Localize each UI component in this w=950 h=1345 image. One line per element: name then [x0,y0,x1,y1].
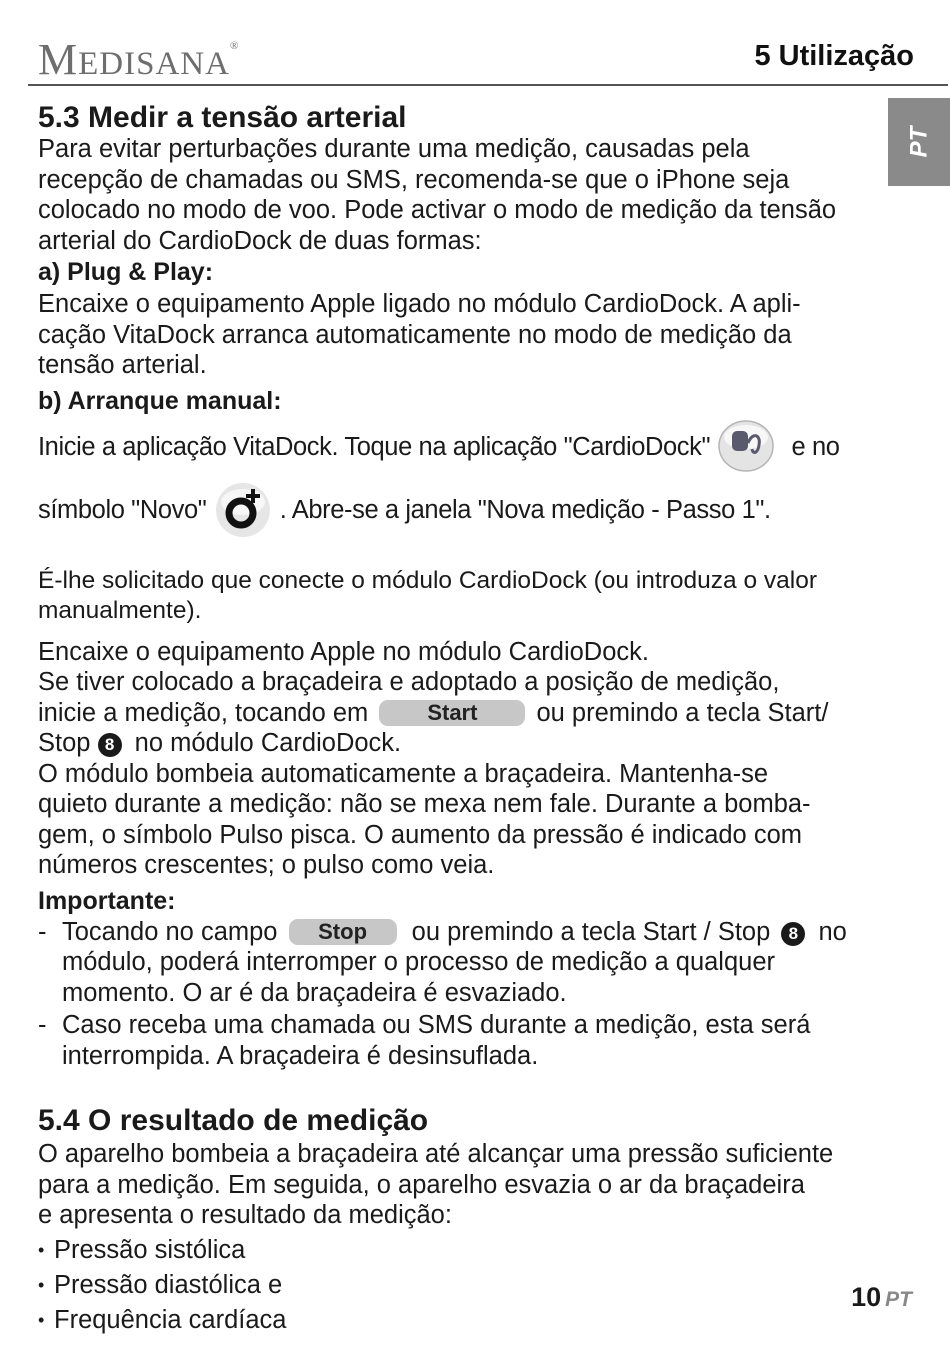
result-line: para a medição. Em seguida, o aparelho esvazia o ar da braçadeira [38,1170,805,1199]
language-tab-label: PT [904,126,932,158]
instruction-line [38,728,918,759]
section-5-4-title: 5.4 O resultado de medição [38,1104,429,1137]
list-item [38,1303,918,1338]
logo-initial: M [38,35,79,84]
important-text: no [818,917,847,946]
footer-language: PT [885,1288,912,1311]
plug-play-label: a) Plug & Play: [38,258,214,286]
intro-line: Para evitar perturbações durante uma medição, causadas pela [38,135,750,163]
plug-play-line: Encaixe o equipamento Apple ligado no módulo CardioDock. A apli- [38,290,801,318]
instruction-text: inicie a medição, tocando em [38,698,369,727]
logo-rest: EDISANA [78,46,230,82]
plug-play-paragraph [38,289,918,381]
pump-line: O módulo bombeia automaticamente a braçadeira. Mantenha-se [38,759,768,788]
result-line: e apresenta o resultado da medição: [38,1201,452,1229]
result-list [38,1233,918,1338]
bullet-marker: • [38,1274,45,1295]
prompt-line: manualmente). [38,597,202,624]
page-header [0,0,950,90]
instruction-text: ou premindo a tecla Start/ [536,698,829,727]
manual-start-line-2 [38,480,918,548]
plug-play-line: tensão arterial. [38,351,207,379]
important-item-line: momento. O ar é da braçadeira é esvaziado. [62,978,567,1007]
manual-start-paragraph [38,417,918,548]
list-item [38,1268,918,1303]
bullet-marker: • [38,1239,45,1260]
cardiodock-app-icon [717,417,775,481]
important-item-line: interrompida. A braçadeira é desinsuflada. [62,1041,539,1070]
pump-line: números crescentes; o pulso como veia. [38,851,495,879]
instruction-text: no módulo CardioDock. [134,729,402,757]
important-item-line [62,917,918,948]
list-item-label: Pressão sistólica [54,1235,246,1264]
important-item-line: Caso receba uma chamada ou SMS durante a medição, esta será [62,1011,811,1039]
manual-start-label: b) Arranque manual: [38,386,282,415]
instructions-paragraph [38,637,918,881]
plug-play-line: cação VitaDock arranca automaticamente no modo de medição da [38,320,792,349]
connect-prompt [38,566,918,627]
important-text: Tocando no campo [62,917,278,946]
stop-button: Stop [289,919,397,945]
important-label: Importante: [38,886,176,915]
pump-line: gem, o símbolo Pulso pisca. O aumento da pressão é indicado com [38,820,802,849]
list-item [38,1233,918,1268]
intro-line: recepção de chamadas ou SMS, recomenda-se que o iPhone seja [38,165,790,194]
start-stop-key-badge: 8 [781,922,805,946]
result-line: O aparelho bombeia a braçadeira até alcançar uma pressão suficiente [38,1140,834,1168]
page-content [38,100,918,1338]
manual-start-line-1 [38,417,918,481]
registered-mark: ® [229,40,240,52]
page-footer [851,1282,912,1313]
important-item-1 [38,917,918,1009]
manual-start-text: Inicie a aplicação VitaDock. Toque na aplicação "CardioDock" [38,432,711,461]
result-paragraph [38,1139,918,1231]
important-item-2 [38,1010,918,1071]
instruction-text: Stop [38,729,91,757]
chapter-title: 5 Utilização [754,40,914,72]
start-stop-key-badge: 8 [98,733,122,757]
manual-start-text-end: . Abre-se a janela "Nova medição - Passo 1". [279,496,771,524]
list-item-label: Pressão diastólica e [54,1270,283,1299]
new-measurement-plus-icon [213,480,273,548]
important-item-line: módulo, poderá interromper o processo de medição a qualquer [62,948,776,976]
header-divider [28,84,948,86]
instruction-line: Se tiver colocado a braçadeira e adoptado a posição de medição, [38,668,780,696]
intro-line: arterial do CardioDock de duas formas: [38,226,482,255]
manual-start-text: símbolo "Novo" [38,496,207,524]
bullet-marker: • [38,1309,45,1330]
medisana-logo [38,34,239,85]
dash-marker: - [38,917,47,946]
pump-line: quieto durante a medição: não se mexa nem fale. Durante a bomba- [38,790,811,818]
list-item-label: Frequência cardíaca [54,1305,287,1334]
important-text: ou premindo a tecla Start / Stop [411,917,771,946]
page-number: 10 [851,1282,882,1312]
intro-paragraph [38,134,918,256]
prompt-line: É-lhe solicitado que conecte o módulo CardioDock (ou introduza o valor [38,566,817,594]
instruction-line: Encaixe o equipamento Apple no módulo CardioDock. [38,637,649,666]
dash-marker: - [38,1011,47,1039]
manual-start-text-end: e no [791,432,840,461]
start-button: Start [379,700,525,726]
section-5-3-title: 5.3 Medir a tensão arterial [38,101,407,134]
intro-line: colocado no modo de voo. Pode activar o modo de medição da tensão [38,196,837,224]
instruction-line [38,698,918,729]
